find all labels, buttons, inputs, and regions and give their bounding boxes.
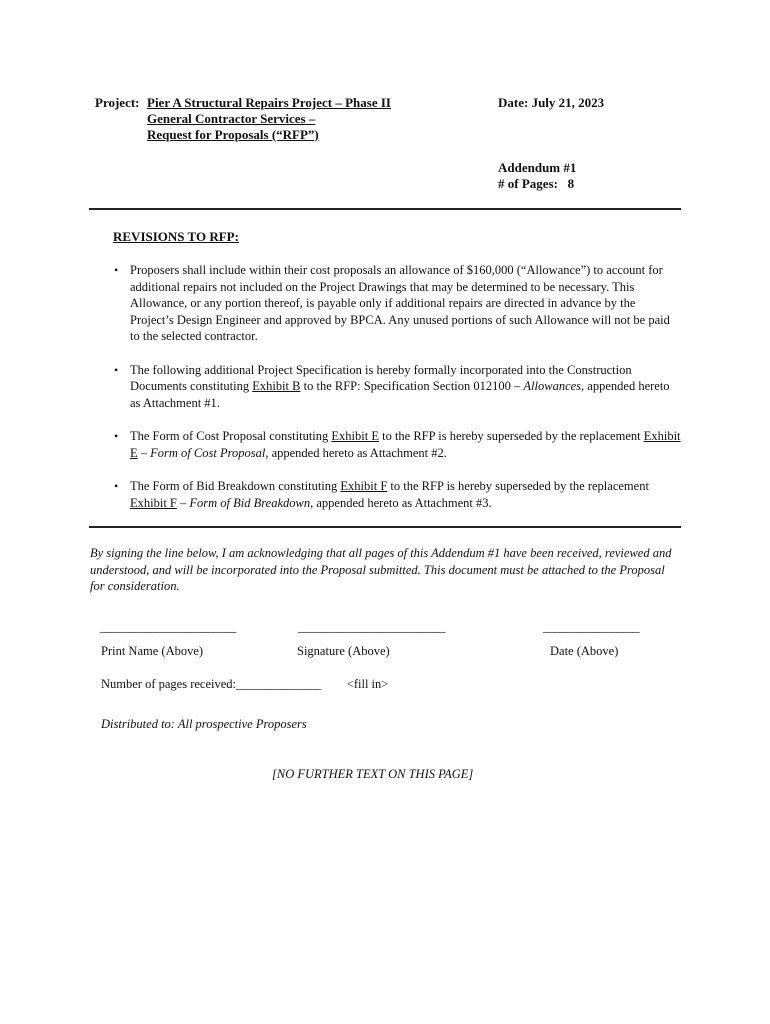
bullet-icon: • [114,263,119,277]
revision-4-italic: Form of Bid Breakdown [189,495,311,510]
print-name-label: Print Name (Above) [101,644,204,658]
revision-2-part-3: , appended hereto as Attachment #1. [130,379,670,410]
revision-text-4 [130,479,649,510]
revision-3-part-3: , appended hereto as Attachment #2. [265,445,447,460]
revision-text-3 [130,429,681,460]
print-name-line[interactable]: ________________________ [100,620,236,634]
project-title-line-2: General Contractor Services – [147,111,316,126]
list-item [112,362,682,412]
document-date: Date: July 21, 2023 [498,95,605,110]
date-label: Date (Above) [550,644,619,658]
project-title-line-3: Request for Proposals (“RFP”) [147,127,319,142]
fill-in-placeholder: <fill in> [346,677,389,691]
revisions-title: REVISIONS TO RFP: [113,229,239,244]
distribution-note: Distributed to: All prospective Proposers [101,717,307,731]
revision-3-dash: – [137,445,151,460]
pages-received-field[interactable]: _______________ [236,677,321,691]
date-line[interactable]: _________________ [543,620,640,634]
bullet-icon: • [114,479,119,493]
revision-2-part-1: The following additional Project Specification is hereby formally incorporated into the Construction Documents constituting [130,362,632,393]
top-divider [89,208,681,210]
list-item [112,428,682,461]
exhibit-f-replacement-ref: Exhibit F [130,495,177,510]
revision-text-2 [130,363,670,410]
exhibit-e-ref: Exhibit E [331,429,379,443]
revision-3-italic: Form of Cost Proposal [150,445,266,460]
bullet-icon: • [114,362,119,377]
revision-4-dash: – [176,495,190,510]
pages-received-label: Number of pages received: [101,677,237,691]
signature-line[interactable]: __________________________ [298,620,445,634]
project-title [147,95,391,143]
list-item [112,262,682,345]
bottom-divider [89,526,681,528]
revisions-list [112,262,682,528]
exhibit-e-replacement-ref: Exhibit E [130,429,681,460]
addendum-number: Addendum #1 [498,160,577,175]
page-count: # of Pages: 8 [498,176,575,191]
revision-3-part-1: The Form of Cost Proposal constituting [130,429,332,443]
pages-received [101,677,388,692]
list-item [112,478,682,511]
bullet-icon: • [114,429,119,443]
no-further-text-note: [NO FURTHER TEXT ON THIS PAGE] [272,767,474,781]
exhibit-f-ref: Exhibit F [340,479,388,493]
revision-text-1: Proposers shall include within their cost proposals an allowance of $160,000 (“Allowance”) to account for additional repairs not included on the Project Drawings that may be determined to be necessary. This Allowance, or any portion thereof, is payable only if additional repairs are directed in advance by the Project’s Design Engineer and approved by BPCA. Any unused portions of such Allowance will not be paid to the selected contractor. [130,263,670,343]
project-title-line-1: Pier A Structural Repairs Project – Phase II [147,95,391,110]
revision-3-part-2: to the RFP is hereby superseded by the replacement [378,429,644,443]
revision-4-part-3: , appended hereto as Attachment #3. [310,495,492,510]
project-label: Project: [95,95,140,110]
revision-2-part-2: to the RFP: Specification Section 012100 – [300,379,524,393]
revision-2-italic: Allowances [523,379,582,393]
signature-label: Signature (Above) [297,644,390,658]
revision-4-part-1: The Form of Bid Breakdown constituting [130,479,341,493]
acknowledgment-text: By signing the line below, I am acknowledging that all pages of this Addendum #1 have been received, reviewed and understood, and will be incorporated into the Proposal submitted. This document must be attached to the Proposal for consideration. [90,546,672,593]
revision-4-part-2: to the RFP is hereby superseded by the replacement [387,479,649,493]
exhibit-b-ref: Exhibit B [252,379,301,393]
